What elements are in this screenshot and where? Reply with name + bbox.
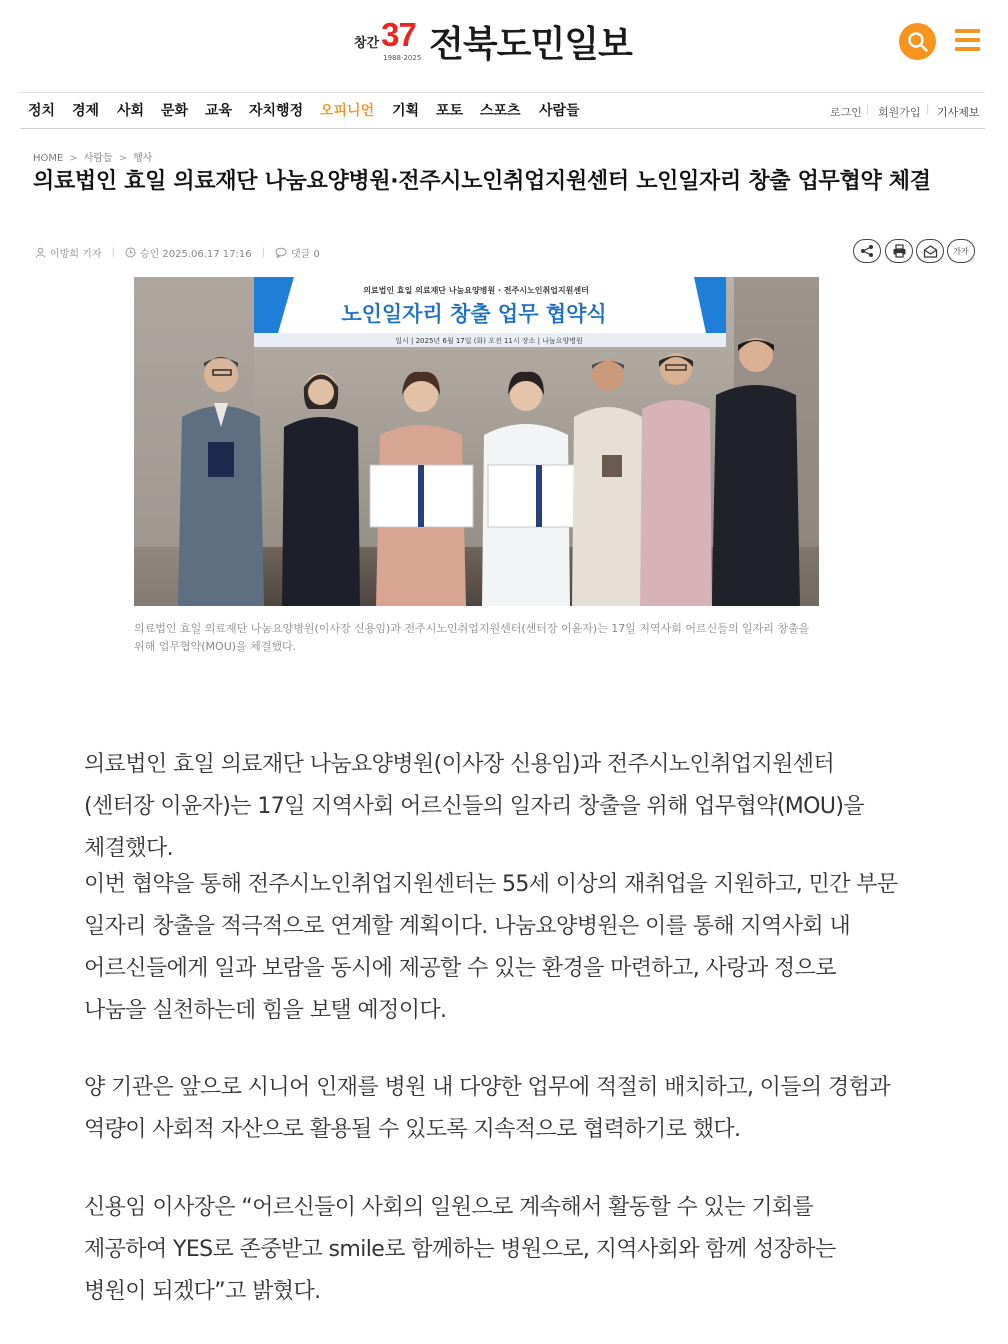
nav-item-culture[interactable]: 문화: [161, 103, 189, 119]
print-button[interactable]: [885, 239, 913, 263]
comment-icon: [275, 247, 287, 258]
print-icon: [892, 244, 907, 258]
article-title: 의료법인 효일 의료재단 나눔요양병원·전주시노인취업지원센터 노인일자리 창출 업무협약 체결: [33, 169, 931, 194]
nav-item-politics[interactable]: 정치: [28, 103, 56, 119]
article-paragraph: 신용임 이사장은 “어르신들이 사회의 일원으로 계속해서 활동할 수 있는 기회를 제공하여 YES로 존중받고 smile로 함께하는 병원으로, 지역사회와 함께 성장하는 병원이 되겠다”고 밝혔다.: [84, 1195, 836, 1304]
article-paragraph: 의료법인 효일 의료재단 나눔요양병원(이사장 신용임)과 전주시노인취업지원센터(센터장 이윤자)는 17일 지역사회 어르신들의 일자리 창출을 위해 업무협약(MOU)을 체결했다.: [84, 752, 865, 861]
search-icon: [907, 31, 929, 53]
site-logo[interactable]: [354, 16, 632, 66]
email-button[interactable]: [916, 239, 944, 263]
clock-icon: [125, 247, 136, 258]
share-icon: [860, 244, 874, 258]
logo-number: 37: [381, 16, 416, 53]
main-nav: 정치 경제 사회 문화 교육 자치행정 오피니언 기획 포토 스포츠 사람들 로그인 | 회원가입 | 기사제보: [20, 100, 985, 124]
banner-org-text: 의료법인 효일 의료재단 나눔요양병원 · 전주시노인취업지원센터: [363, 286, 589, 295]
share-button[interactable]: [853, 239, 881, 263]
font-size-icon: 가가: [953, 246, 969, 256]
hamburger-icon: [955, 29, 980, 33]
article-meta: 이방희 기자 | 승인 2025.06.17 17:16 | 댓글 0: [35, 245, 320, 260]
mail-icon: [923, 245, 938, 258]
search-button[interactable]: [899, 23, 936, 60]
mou-ceremony-photo: [134, 277, 819, 606]
nav-item-planning[interactable]: 기획: [392, 103, 420, 119]
logo-changan: 창간: [354, 36, 380, 51]
chevron-right-icon: >: [69, 153, 78, 164]
login-link[interactable]: 로그인: [830, 106, 862, 119]
logo-years: 1988-2025: [383, 54, 422, 62]
photo-caption: 의료법인 효일 의료재단 나눔요양병원(이사장 신용임)과 전주시노인취업지원센터(센터장 이윤자)는 17일 지역사회 어르신들의 일자리 창출을 위해 업무협약(MOU)을 체결했다.: [134, 622, 810, 653]
font-size-button[interactable]: [947, 239, 975, 263]
nav-item-local-admin[interactable]: 자치행정: [249, 103, 304, 119]
signup-link[interactable]: 회원가입: [878, 106, 921, 119]
logo-name: 전북도민일보: [429, 24, 632, 65]
approved-date: 승인 2025.06.17 17:16: [139, 249, 252, 260]
breadcrumb-home[interactable]: HOME: [33, 153, 64, 164]
nav-item-society[interactable]: 사회: [117, 103, 145, 119]
nav-item-photo[interactable]: 포토: [436, 103, 464, 119]
chevron-right-icon: >: [118, 153, 128, 164]
article-photo: [134, 277, 819, 606]
nav-item-sports[interactable]: 스포츠: [480, 103, 521, 119]
breadcrumb-people[interactable]: 사람들: [83, 153, 113, 164]
article-paragraph: 양 기관은 앞으로 시니어 인재를 병원 내 다양한 업무에 적절히 배치하고, 이들의 경험과 역량이 사회적 자산으로 활용될 수 있도록 지속적으로 협력하기로 했다.: [84, 1075, 890, 1142]
header-divider: [20, 92, 985, 93]
nav-item-economy[interactable]: 경제: [72, 103, 100, 119]
breadcrumb: [33, 149, 152, 164]
breadcrumb-event[interactable]: 행사: [133, 153, 153, 164]
user-icon: [35, 247, 46, 258]
nav-item-opinion[interactable]: 오피니언: [320, 103, 375, 119]
news-tip-link[interactable]: 기사제보: [937, 106, 980, 119]
author-name: 이방희 기자: [50, 249, 102, 260]
site-header: [0, 0, 1008, 92]
nav-divider: [20, 128, 985, 129]
comment-count[interactable]: 댓글 0: [291, 249, 320, 260]
logo-anniversary: [381, 16, 421, 66]
nav-item-education[interactable]: 교육: [205, 103, 233, 119]
nav-item-people[interactable]: 사람들: [539, 103, 580, 119]
article-paragraph: 이번 협약을 통해 전주시노인취업지원센터는 55세 이상의 재취업을 지원하고, 민간 부문 일자리 창출을 적극적으로 연계할 계획이다. 나눔요양병원은 이를 통해 지역사회 내 어르신들에게 일과 보람을 동시에 제공할 수 있는 환경을 마련하고, 사랑과 정으로 나눔을 실천하는데 힘을 보탤 예정이다.: [84, 872, 898, 1023]
event-banner: [254, 277, 726, 347]
menu-button[interactable]: [955, 29, 980, 53]
banner-info-text: 일시 | 2025년 6월 17일 (화) 오전 11시 장소 | 나눔요양병원: [395, 337, 583, 345]
banner-title-text: 노인일자리 창출 업무 협약식: [341, 302, 607, 326]
